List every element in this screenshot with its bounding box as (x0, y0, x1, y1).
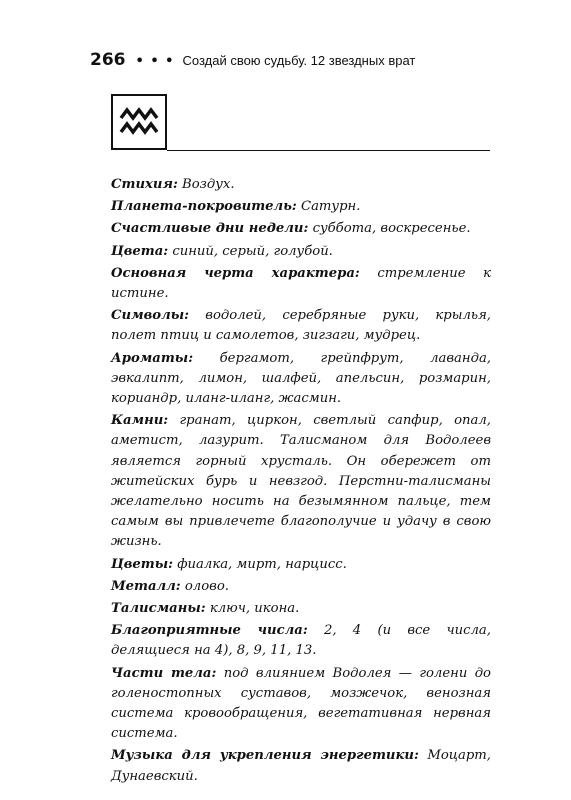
property-entry (111, 621, 491, 661)
zodiac-sign-box (111, 94, 167, 150)
header-rule (167, 150, 490, 151)
page-number: 266 (90, 50, 126, 70)
page-header (90, 50, 415, 70)
header-dots: • • • (135, 54, 175, 69)
property-value: водолей, серебряные руки, крылья, полет птиц и самолетов, зигзаги, мудрец. (111, 308, 491, 344)
property-label: Планета-покровитель: (111, 199, 297, 215)
property-label: Цветы: (111, 556, 174, 572)
property-entry (111, 264, 491, 304)
property-entry (111, 349, 491, 410)
property-value: под влиянием Водолея — голени до голеностопных суставов, мозжечок, венозная система кровообращения, вегетативная нервная система. (111, 665, 491, 742)
property-value: фиалка, мирт, нарцисс. (173, 556, 347, 572)
property-entry (111, 599, 491, 619)
property-entry (111, 242, 491, 262)
property-label: Счастливые дни недели: (111, 221, 309, 237)
property-value: бергамот, грейпфрут, лаванда, эвкалипт, лимон, шалфей, апельсин, розмарин, кориандр, иланг-иланг, жасмин. (111, 350, 491, 407)
property-label: Части тела: (111, 665, 217, 681)
property-label: Музыка для укрепления энергетики: (111, 748, 419, 764)
property-value: Сатурн. (296, 199, 361, 215)
property-entry (111, 219, 491, 239)
property-value: гранат, циркон, светлый сапфир, опал, аметист, лазурит. Талисманом для Водолеев является горный хрусталь. Он обережет от житейских бурь и невзгод. Перстни-талисманы желательно носить на безымянном пальце, тем самым вы привлечете благополучие и удачу в свою жизнь. (111, 413, 491, 550)
running-title: Создай свою судьбу. 12 звездных врат (182, 53, 416, 68)
property-value: 2, 4 (и все числа, делящиеся на 4), 8, 9, 11, 13. (111, 623, 491, 659)
property-label: Основная черта характера: (111, 265, 360, 281)
property-label: Камни: (111, 413, 169, 429)
property-label: Талисманы: (111, 601, 206, 617)
property-entry (111, 197, 491, 217)
property-entry (111, 577, 491, 597)
property-entry (111, 306, 491, 346)
property-value: стремление к истине. (111, 265, 491, 302)
property-label: Цвета: (111, 243, 169, 259)
sign-properties-list (111, 175, 491, 789)
property-value: олово. (180, 578, 229, 594)
property-value: Воздух. (177, 177, 235, 192)
property-value: Моцарт, Дунаевский. (111, 748, 491, 784)
property-entry (111, 555, 491, 575)
property-label: Стихия: (111, 177, 178, 192)
property-value: синий, серый, голубой. (168, 243, 333, 259)
property-entry (111, 746, 491, 786)
property-label: Благоприятные числа: (111, 623, 308, 639)
property-entry (111, 411, 491, 552)
property-value: ключ, икона. (205, 601, 300, 617)
property-label: Символы: (111, 308, 190, 324)
property-label: Ароматы: (111, 350, 194, 366)
property-entry (111, 664, 491, 745)
property-value: суббота, воскресенье. (308, 221, 471, 237)
property-entry (111, 175, 491, 195)
aquarius-icon (119, 106, 159, 138)
property-label: Металл: (111, 578, 181, 594)
